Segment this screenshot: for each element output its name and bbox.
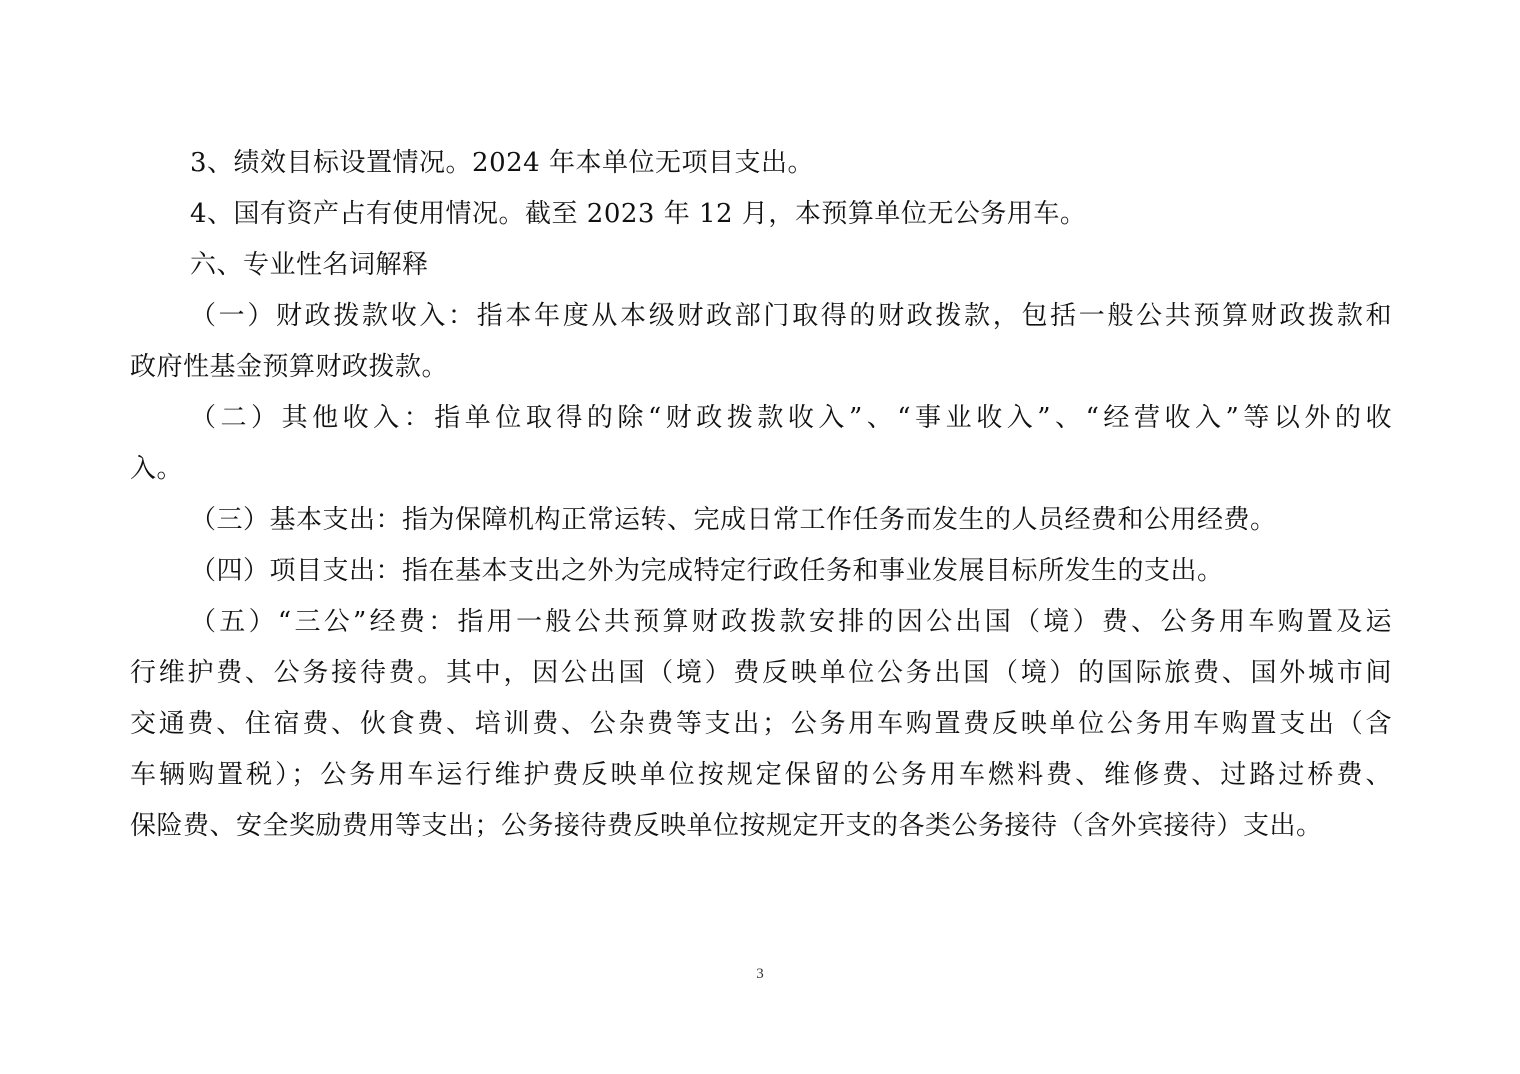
page-number: 3 <box>756 966 764 982</box>
definition-basic-expenditure <box>130 495 1392 546</box>
text-line: （四）项目支出：指在基本支出之外为完成特定行政任务和事业发展目标所发生的支出。 <box>190 556 1224 586</box>
text-line: （二）其他收入：指单位取得的除“财政拨款收入”、“事业收入”、“经营收入”等以外的收 <box>190 403 1392 433</box>
text-line: 交通费、住宿费、伙食费、培训费、公杂费等支出；公务用车购置费反映单位公务用车购置支出（含 <box>130 709 1392 739</box>
text-line: 入。 <box>130 454 184 484</box>
definition-fiscal-appropriation-income <box>130 291 1392 393</box>
definition-other-income <box>130 393 1392 495</box>
text-line: 政府性基金预算财政拨款。 <box>130 352 449 382</box>
paragraph-performance-targets <box>130 138 1392 189</box>
section-heading-terminology <box>130 240 1392 291</box>
document-body <box>130 138 1392 852</box>
paragraph-state-assets <box>130 189 1392 240</box>
text-line: 六、专业性名词解释 <box>190 250 429 280</box>
definition-project-expenditure <box>130 546 1392 597</box>
text-line: （五）“三公”经费：指用一般公共预算财政拨款安排的因公出国（境）费、公务用车购置及运 <box>190 607 1392 637</box>
text-line: 4、国有资产占有使用情况。截至 2023 年 12 月，本预算单位无公务用车。 <box>190 199 1087 229</box>
definition-three-public-expenses <box>130 597 1392 852</box>
text-line: 行维护费、公务接待费。其中，因公出国（境）费反映单位公务出国（境）的国际旅费、国外城市间 <box>130 658 1392 688</box>
text-line: 3、绩效目标设置情况。2024 年本单位无项目支出。 <box>190 148 814 178</box>
text-line: 保险费、安全奖励费用等支出；公务接待费反映单位按规定开支的各类公务接待（含外宾接待）支出。 <box>130 811 1323 841</box>
text-line: （一）财政拨款收入：指本年度从本级财政部门取得的财政拨款，包括一般公共预算财政拨款和 <box>190 301 1392 331</box>
text-line: 车辆购置税）；公务用车运行维护费反映单位按规定保留的公务用车燃料费、维修费、过路过桥费、 <box>130 760 1392 790</box>
text-line: （三）基本支出：指为保障机构正常运转、完成日常工作任务而发生的人员经费和公用经费。 <box>190 505 1277 535</box>
